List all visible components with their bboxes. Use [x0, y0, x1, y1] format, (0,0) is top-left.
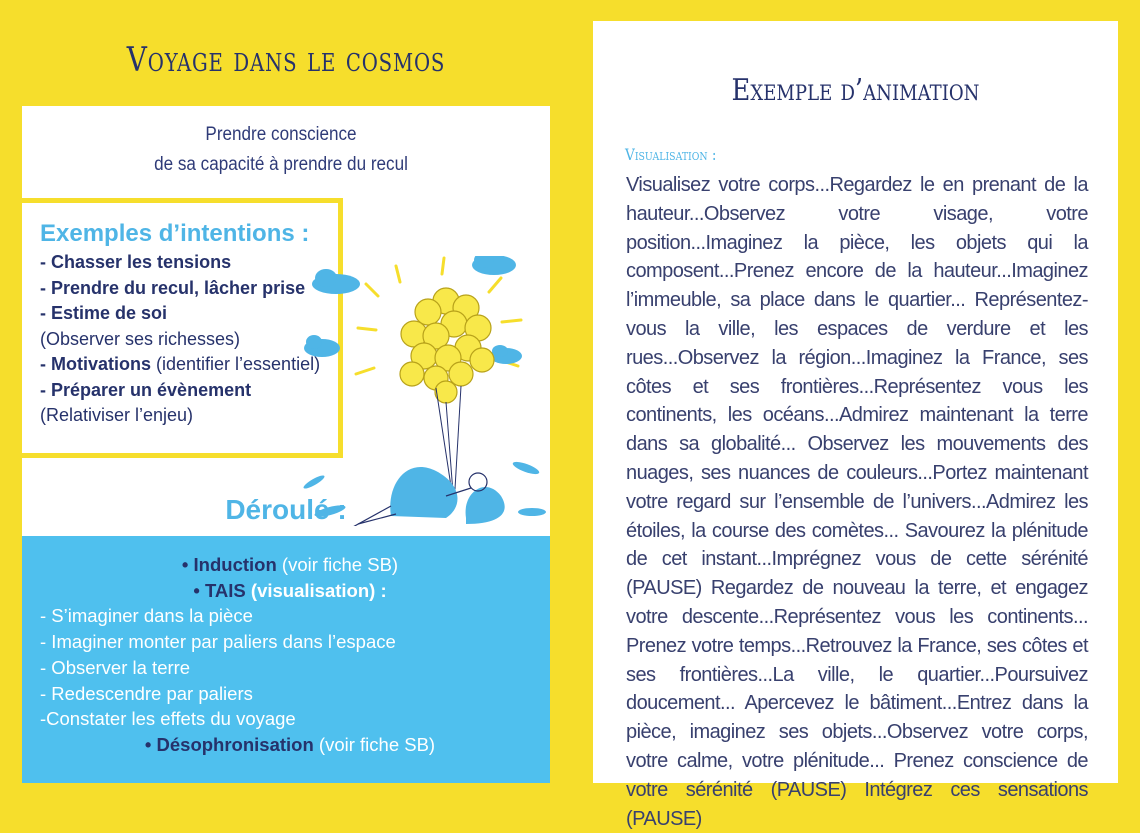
- deroule-title: Déroulé :: [225, 494, 347, 525]
- deroule-panel: [22, 536, 550, 783]
- list-item: - Redescendre par paliers: [40, 682, 253, 704]
- right-page-title: Exemple d’animation: [731, 73, 980, 108]
- right-card: [593, 21, 1118, 830]
- list-item: -Constater les effets du voyage: [40, 708, 296, 730]
- list-item-label: - Motivations: [40, 354, 151, 374]
- subtitle-line-1: Prendre conscience: [205, 124, 357, 145]
- step-tais: [40, 578, 540, 604]
- step-note: (voir fiche SB): [313, 733, 436, 755]
- list-item-note: (identifier l’essentiel): [151, 354, 321, 374]
- list-item: - Observer la terre: [40, 656, 191, 678]
- step-note: (voir fiche SB): [276, 554, 399, 575]
- list-item: - Chasser les tensions: [40, 252, 232, 272]
- left-page-title: Voyage dans le cosmos: [126, 40, 446, 80]
- left-card: [22, 106, 550, 783]
- list-item: - Prendre du recul, lâcher prise: [40, 277, 306, 298]
- deroule-steps: [40, 552, 540, 758]
- list-item: - Préparer un évènement: [40, 379, 252, 400]
- list-item: - Estime de soi: [40, 303, 168, 323]
- step-induction: [40, 552, 540, 578]
- intentions-title: Exemples d’intentions :: [40, 220, 310, 247]
- subtitle-line-2: de sa capacité à prendre du recul: [154, 154, 408, 175]
- balloons-icon: [400, 288, 494, 403]
- visualisation-label: Visualisation :: [625, 145, 717, 164]
- step-note: (visualisation) :: [245, 579, 387, 601]
- step-desophronisation: [40, 732, 540, 758]
- step-label: • Induction: [181, 554, 277, 575]
- animation-text: Visualisez votre corps...Regardez le en prenant de la hauteur...Observez votre visage, votre position...Imaginez la pièce, les objets qui la composent...Prenez encore de la hauteur...Imaginez l’immeuble, sa place dans le quartier... Représentez-vous la ville, les espaces de verdure et les rues...Observez la région...Imaginez la France, ses côtes et ses frontières...Représentez vous les continents, les océans...Admirez maintenant la terre dans sa globalité... Observez les mouvements des nuages, ses nuances de couleurs...Portez maintenant votre regard sur l’ensemble de l’univers...Admirez les étoiles, la course des comètes... Savourez la plénitude de cet instant...Imprégnez vous de cette sérénité (PAUSE) Regardez de nouveau la terre, et engagez votre descente...Représentez vous les continents... Prenez votre temps...Retrouvez la France, ses côtes et ses frontières...La ville, le quartier...Poursuivez doucement... Apercevez le bâtiment...Entrez dans la pièce, imaginez ses objets...Observez votre corps, votre calme, votre plénitude... Prenez conscience de votre sérénité (PAUSE) Intégrez ces sensations (PAUSE): [626, 174, 1088, 830]
- step-label: • TAIS: [193, 579, 246, 601]
- intentions-list: [40, 250, 340, 429]
- subtitle: [48, 120, 514, 180]
- list-item: [40, 352, 340, 378]
- list-item: - S’imaginer dans la pièce: [40, 605, 253, 627]
- list-item-note: (Relativiser l’enjeu): [40, 405, 194, 425]
- list-item: - Imaginer monter par paliers dans l’espace: [40, 631, 396, 653]
- list-item-note: (Observer ses richesses): [40, 328, 241, 349]
- step-label: • Désophronisation: [144, 733, 314, 755]
